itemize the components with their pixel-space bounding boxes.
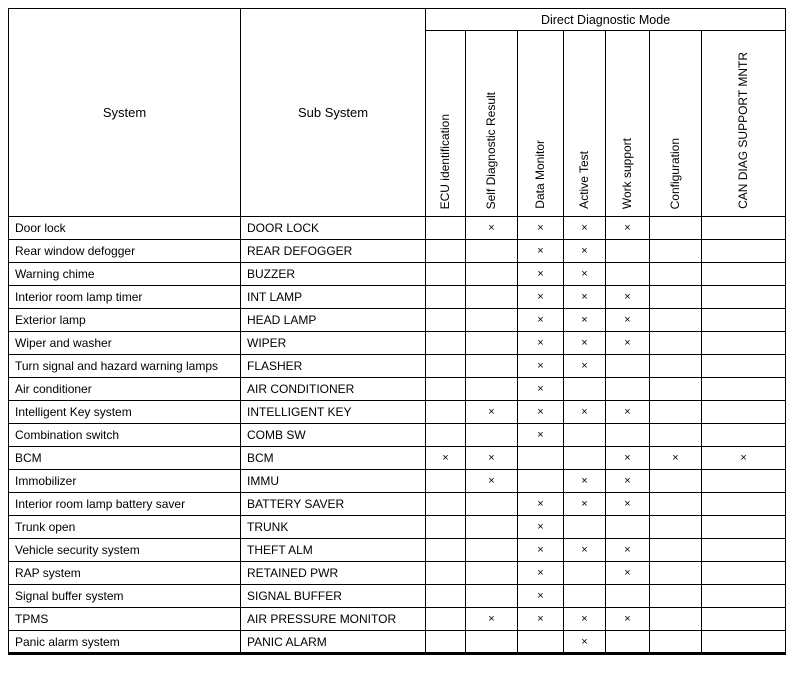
sub-system-cell: IMMU [241, 470, 426, 493]
support-mark-cell: × [426, 447, 466, 470]
support-mark-cell: × [518, 539, 564, 562]
empty-cell [702, 493, 786, 516]
table-row [9, 585, 786, 608]
mode-column-header-configuration [650, 31, 702, 217]
support-mark-cell: × [564, 217, 606, 240]
empty-cell [466, 263, 518, 286]
support-mark-cell: × [606, 562, 650, 585]
support-mark-cell: × [606, 217, 650, 240]
empty-cell [606, 378, 650, 401]
sub-system-cell: COMB SW [241, 424, 426, 447]
empty-cell [426, 378, 466, 401]
support-mark-cell: × [702, 447, 786, 470]
table-row [9, 447, 786, 470]
support-mark-cell: × [518, 263, 564, 286]
empty-cell [650, 608, 702, 631]
table-row [9, 401, 786, 424]
empty-cell [426, 332, 466, 355]
empty-cell [426, 470, 466, 493]
system-cell: Wiper and washer [9, 332, 241, 355]
sub-system-cell: THEFT ALM [241, 539, 426, 562]
support-mark-cell: × [564, 539, 606, 562]
support-mark-cell: × [518, 332, 564, 355]
empty-cell [426, 286, 466, 309]
empty-cell [702, 539, 786, 562]
table-row [9, 562, 786, 585]
support-mark-cell: × [518, 401, 564, 424]
empty-cell [426, 217, 466, 240]
empty-cell [606, 263, 650, 286]
table-row [9, 493, 786, 516]
system-cell: Air conditioner [9, 378, 241, 401]
empty-cell [426, 424, 466, 447]
support-mark-cell: × [606, 470, 650, 493]
support-mark-cell: × [606, 332, 650, 355]
mode-column-header-ecu-identification [426, 31, 466, 217]
system-cell: Panic alarm system [9, 631, 241, 654]
empty-cell [426, 401, 466, 424]
support-mark-cell: × [518, 562, 564, 585]
empty-cell [426, 493, 466, 516]
table-row [9, 309, 786, 332]
empty-cell [564, 378, 606, 401]
mode-column-label: Self Diagnostic Result [483, 91, 498, 209]
system-cell: Rear window defogger [9, 240, 241, 263]
empty-cell [466, 539, 518, 562]
support-mark-cell: × [606, 286, 650, 309]
sub-system-cell: RETAINED PWR [241, 562, 426, 585]
system-cell: Trunk open [9, 516, 241, 539]
support-mark-cell: × [518, 378, 564, 401]
system-cell: Intelligent Key system [9, 401, 241, 424]
empty-cell [650, 539, 702, 562]
support-mark-cell: × [518, 309, 564, 332]
system-cell: Signal buffer system [9, 585, 241, 608]
empty-cell [702, 516, 786, 539]
support-mark-cell: × [606, 447, 650, 470]
sub-system-cell: TRUNK [241, 516, 426, 539]
mode-column-label: Work support [619, 137, 634, 209]
empty-cell [650, 263, 702, 286]
table-row [9, 355, 786, 378]
table-row [9, 217, 786, 240]
sub-system-cell: HEAD LAMP [241, 309, 426, 332]
support-mark-cell: × [466, 447, 518, 470]
empty-cell [702, 240, 786, 263]
support-mark-cell: × [466, 608, 518, 631]
table-row [9, 539, 786, 562]
empty-cell [650, 470, 702, 493]
empty-cell [702, 401, 786, 424]
empty-cell [426, 631, 466, 654]
mode-column-label: Active Test [576, 151, 591, 209]
sub-system-cell: SIGNAL BUFFER [241, 585, 426, 608]
support-mark-cell: × [518, 286, 564, 309]
support-mark-cell: × [606, 401, 650, 424]
table-row [9, 263, 786, 286]
system-cell: Door lock [9, 217, 241, 240]
system-cell: Combination switch [9, 424, 241, 447]
table-row [9, 378, 786, 401]
empty-cell [650, 585, 702, 608]
empty-cell [466, 355, 518, 378]
support-mark-cell: × [564, 240, 606, 263]
table-row [9, 332, 786, 355]
mode-column-header-active-test [564, 31, 606, 217]
empty-cell [606, 585, 650, 608]
system-cell: TPMS [9, 608, 241, 631]
empty-cell [702, 562, 786, 585]
empty-cell [702, 309, 786, 332]
mode-column-header-self-diagnostic-result [466, 31, 518, 217]
support-mark-cell: × [466, 470, 518, 493]
support-mark-cell: × [606, 539, 650, 562]
system-cell: Immobilizer [9, 470, 241, 493]
empty-cell [650, 562, 702, 585]
sub-system-cell: REAR DEFOGGER [241, 240, 426, 263]
support-mark-cell: × [518, 355, 564, 378]
empty-cell [466, 286, 518, 309]
empty-cell [426, 516, 466, 539]
empty-cell [702, 585, 786, 608]
empty-cell [650, 286, 702, 309]
empty-cell [564, 516, 606, 539]
empty-cell [606, 240, 650, 263]
table-body [9, 217, 786, 654]
empty-cell [564, 447, 606, 470]
column-header-system: System [9, 9, 241, 217]
empty-cell [518, 447, 564, 470]
support-mark-cell: × [564, 355, 606, 378]
empty-cell [426, 585, 466, 608]
support-mark-cell: × [518, 516, 564, 539]
mode-column-label: ECU identification [437, 113, 452, 209]
support-mark-cell: × [606, 309, 650, 332]
system-cell: Turn signal and hazard warning lamps [9, 355, 241, 378]
mode-column-label: Configuration [667, 137, 682, 209]
sub-system-cell: BCM [241, 447, 426, 470]
empty-cell [702, 217, 786, 240]
empty-cell [466, 240, 518, 263]
empty-cell [564, 562, 606, 585]
direct-diagnostic-mode-table [8, 8, 786, 655]
system-cell: Exterior lamp [9, 309, 241, 332]
support-mark-cell: × [564, 263, 606, 286]
system-cell: Interior room lamp battery saver [9, 493, 241, 516]
mode-column-label: CAN DIAG SUPPORT MNTR [735, 52, 750, 209]
empty-cell [606, 424, 650, 447]
empty-cell [426, 608, 466, 631]
empty-cell [650, 631, 702, 654]
empty-cell [466, 309, 518, 332]
group-header-row [9, 9, 786, 31]
support-mark-cell: × [518, 217, 564, 240]
empty-cell [702, 332, 786, 355]
empty-cell [650, 424, 702, 447]
support-mark-cell: × [518, 585, 564, 608]
support-mark-cell: × [606, 493, 650, 516]
system-cell: RAP system [9, 562, 241, 585]
empty-cell [702, 355, 786, 378]
empty-cell [650, 217, 702, 240]
table-row [9, 240, 786, 263]
empty-cell [702, 608, 786, 631]
empty-cell [426, 562, 466, 585]
support-mark-cell: × [564, 286, 606, 309]
empty-cell [426, 355, 466, 378]
support-mark-cell: × [564, 608, 606, 631]
support-mark-cell: × [564, 309, 606, 332]
empty-cell [606, 516, 650, 539]
support-mark-cell: × [564, 401, 606, 424]
support-mark-cell: × [466, 217, 518, 240]
empty-cell [650, 332, 702, 355]
empty-cell [466, 332, 518, 355]
empty-cell [466, 424, 518, 447]
empty-cell [466, 516, 518, 539]
table-row [9, 516, 786, 539]
empty-cell [466, 378, 518, 401]
empty-cell [702, 263, 786, 286]
empty-cell [650, 240, 702, 263]
mode-column-header-work-support [606, 31, 650, 217]
sub-system-cell: DOOR LOCK [241, 217, 426, 240]
support-mark-cell: × [518, 240, 564, 263]
mode-column-header-can-diag-support-mntr [702, 31, 786, 217]
empty-cell [426, 263, 466, 286]
support-mark-cell: × [650, 447, 702, 470]
empty-cell [702, 631, 786, 654]
sub-system-cell: INT LAMP [241, 286, 426, 309]
sub-system-cell: AIR PRESSURE MONITOR [241, 608, 426, 631]
empty-cell [466, 585, 518, 608]
support-mark-cell: × [518, 493, 564, 516]
table-row [9, 424, 786, 447]
empty-cell [650, 493, 702, 516]
support-mark-cell: × [564, 493, 606, 516]
support-mark-cell: × [518, 424, 564, 447]
empty-cell [606, 631, 650, 654]
system-cell: Warning chime [9, 263, 241, 286]
empty-cell [650, 309, 702, 332]
table-row [9, 286, 786, 309]
empty-cell [466, 631, 518, 654]
mode-column-label: Data Monitor [532, 140, 547, 209]
support-mark-cell: × [466, 401, 518, 424]
empty-cell [466, 493, 518, 516]
sub-system-cell: PANIC ALARM [241, 631, 426, 654]
column-header-sub-system: Sub System [241, 9, 426, 217]
empty-cell [564, 585, 606, 608]
sub-system-cell: INTELLIGENT KEY [241, 401, 426, 424]
empty-cell [606, 355, 650, 378]
table-row [9, 608, 786, 631]
support-mark-cell: × [564, 631, 606, 654]
system-cell: Interior room lamp timer [9, 286, 241, 309]
empty-cell [426, 240, 466, 263]
empty-cell [466, 562, 518, 585]
table-row [9, 631, 786, 654]
table-row [9, 470, 786, 493]
system-cell: BCM [9, 447, 241, 470]
sub-system-cell: AIR CONDITIONER [241, 378, 426, 401]
empty-cell [702, 378, 786, 401]
empty-cell [518, 470, 564, 493]
sub-system-cell: BATTERY SAVER [241, 493, 426, 516]
empty-cell [702, 286, 786, 309]
empty-cell [702, 470, 786, 493]
support-mark-cell: × [564, 332, 606, 355]
mode-column-header-data-monitor [518, 31, 564, 217]
sub-system-cell: BUZZER [241, 263, 426, 286]
sub-system-cell: WIPER [241, 332, 426, 355]
support-mark-cell: × [606, 608, 650, 631]
table-header [9, 9, 786, 217]
empty-cell [650, 355, 702, 378]
empty-cell [650, 378, 702, 401]
empty-cell [650, 516, 702, 539]
empty-cell [518, 631, 564, 654]
empty-cell [564, 424, 606, 447]
support-mark-cell: × [518, 608, 564, 631]
system-cell: Vehicle security system [9, 539, 241, 562]
column-header-direct-diagnostic-mode: Direct Diagnostic Mode [426, 9, 786, 31]
empty-cell [702, 424, 786, 447]
empty-cell [426, 539, 466, 562]
empty-cell [650, 401, 702, 424]
sub-system-cell: FLASHER [241, 355, 426, 378]
empty-cell [426, 309, 466, 332]
support-mark-cell: × [564, 470, 606, 493]
